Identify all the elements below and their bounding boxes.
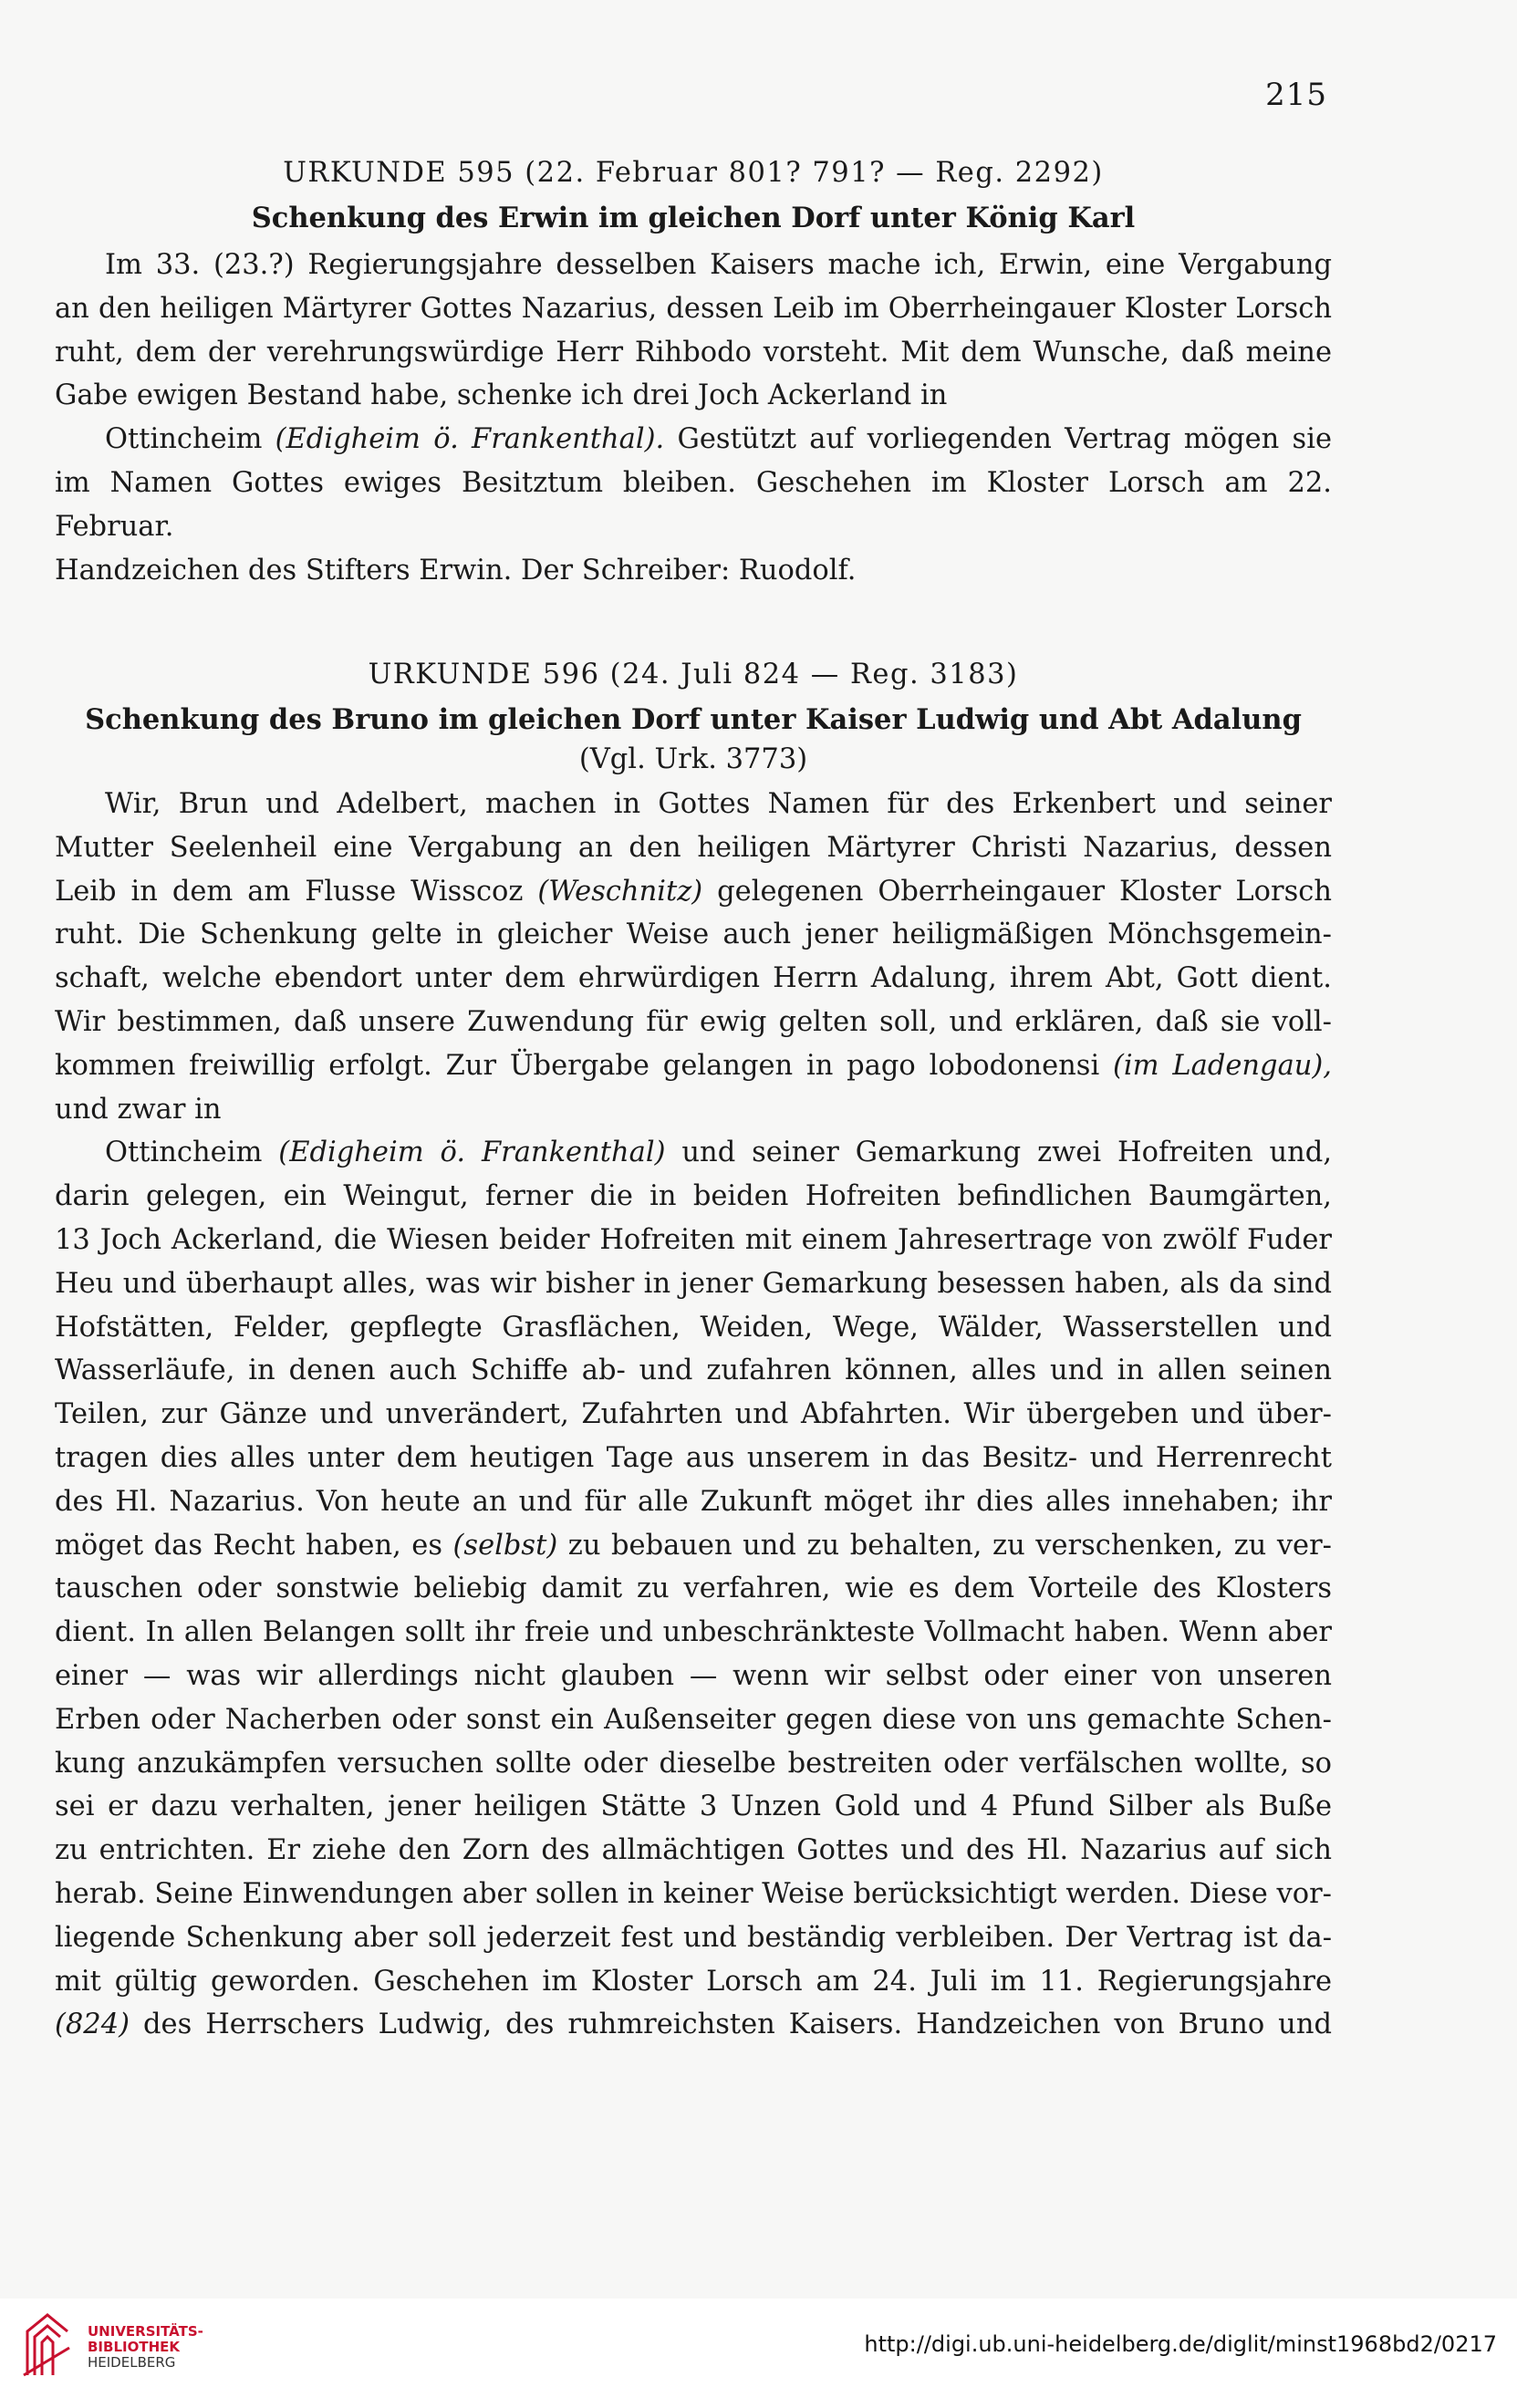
text-line: zu entrichten. Er ziehe den Zorn des allmächtigen Gottes und des Hl. Nazarius auf sich <box>55 1834 1332 1867</box>
text-line: im Namen Gottes ewiges Besitztum bleiben. Geschehen im Kloster Lorsch am 22. Februar. <box>55 466 1332 543</box>
text-line: einer — was wir allerdings nicht glauben — wenn wir selbst oder einer von unseren <box>55 1659 1332 1692</box>
text-line: Heu und überhaupt alles, was wir bisher in jener Gemarkung besessen haben, als da sind <box>55 1267 1332 1300</box>
document-subtitle: Schenkung des Erwin im gleichen Dorf unter König Karl <box>251 202 1136 234</box>
text-line: tragen dies alles unter dem heutigen Tage aus unserem in das Besitz- und Herrenrecht <box>55 1441 1332 1474</box>
source-url-link[interactable]: http://digi.ub.uni-heidelberg.de/diglit/minst1968bd2/0217 <box>864 2331 1497 2357</box>
text-line: liegende Schenkung aber soll jederzeit fest und beständig verbleiben. Der Vertrag ist da- <box>55 1921 1332 1954</box>
text-line: ruht, dem der verehrungswürdige Herr Rihbodo vorsteht. Mit dem Wunsche, daß meine <box>55 336 1332 368</box>
library-footer <box>0 2299 1517 2408</box>
institution-line: HEIDELBERG <box>88 2354 176 2371</box>
text-line: an den heiligen Märtyrer Gottes Nazarius, dessen Leib im Oberrheingauer Kloster Lorsch <box>55 292 1332 325</box>
text-line: möget das Recht haben, es (selbst) zu bebauen und zu behalten, zu verschenken, zu ver- <box>55 1529 1332 1562</box>
text-line: Wir bestimmen, daß unsere Zuwendung für ewig gelten soll, und erklären, daß sie voll- <box>55 1005 1332 1038</box>
document-body <box>55 244 1332 592</box>
text-line: mit gültig geworden. Geschehen im Kloster Lorsch am 24. Juli im 11. Regierungsjahre <box>55 1965 1332 1998</box>
text-line: Gabe ewigen Bestand habe, schenke ich drei Joch Ackerland in <box>55 379 948 412</box>
text-line: tauschen oder sonstwie beliebig damit zu verfahren, wie es dem Vorteile des Klosters <box>55 1572 1332 1605</box>
text-line: Ottincheim (Edigheim ö. Frankenthal) und seiner Gemarkung zwei Hofreiten und, <box>105 1137 1333 1169</box>
text-line: darin gelegen, ein Weingut, ferner die in beiden Hofreiten befindlichen Baumgärten, <box>55 1180 1332 1213</box>
text-line: Ottincheim (Edigheim ö. Frankenthal). Gestützt auf vorliegenden Vertrag mögen sie <box>105 423 1333 456</box>
heidelberg-library-logo-icon <box>20 2311 73 2379</box>
text-line: sei er dazu verhalten, jener heiligen Stätte 3 Unzen Gold und 4 Pfund Silber als Buße <box>55 1790 1332 1823</box>
document-subtitle: Schenkung des Bruno im gleichen Dorf unter Kaiser Ludwig und Abt Adalung <box>85 703 1302 736</box>
text-line: Hofstätten, Felder, gepflegte Grasflächen, Weiden, Wege, Wälder, Wasserstellen und <box>55 1311 1332 1344</box>
document-body <box>55 783 1332 2047</box>
text-line: Wasserläufe, in denen auch Schiffe ab- und zufahren können, alles und in allen seinen <box>55 1354 1332 1387</box>
institution-name <box>88 2324 203 2371</box>
text-line: Wir, Brun und Adelbert, machen in Gottes Namen für des Erkenbert und seiner <box>105 788 1332 820</box>
institution-line: UNIVERSITÄTS- <box>88 2323 203 2340</box>
institution-line: BIBLIOTHEK <box>88 2339 180 2355</box>
text-line: Im 33. (23.?) Regierungsjahre desselben Kaisers mache ich, Erwin, eine Vergabung <box>105 249 1332 281</box>
page-number: 215 <box>1265 77 1327 113</box>
text-line: Handzeichen des Stifters Erwin. Der Schreiber: Ruodolf. <box>55 554 857 586</box>
document-595 <box>55 157 1332 592</box>
text-line: Erben oder Nacherben oder sonst ein Außenseiter gegen diese von uns gemachte Schen- <box>55 1703 1332 1736</box>
text-line: dient. In allen Belangen sollt ihr freie und unbeschränkteste Vollmacht haben. Wenn aber <box>55 1616 1332 1649</box>
text-line: (824) des Herrschers Ludwig, des ruhmreichsten Kaisers. Handzeichen von Bruno und <box>55 2008 1332 2041</box>
text-line: Leib in dem am Flusse Wisscoz (Weschnitz) gelegenen Oberrheingauer Kloster Lorsch <box>55 875 1332 908</box>
text-line: kung anzukämpfen versuchen sollte oder dieselbe bestreiten oder verfälschen wollte, so <box>55 1747 1332 1780</box>
text-line: schaft, welche ebendort unter dem ehrwürdigen Herrn Adalung, ihrem Abt, Gott dient. <box>55 962 1332 995</box>
text-line: des Hl. Nazarius. Von heute an und für alle Zukunft möget ihr dies alles innehaben; ihr <box>55 1485 1332 1518</box>
text-line: Mutter Seelenheil eine Vergabung an den heiligen Märtyrer Christi Nazarius, dessen <box>55 831 1332 864</box>
document-heading: URKUNDE 596 (24. Juli 824 — Reg. 3183) <box>368 659 1019 690</box>
text-line: und zwar in <box>55 1093 222 1126</box>
text-line: kommen freiwillig erfolgt. Zur Übergabe gelangen in pago lobodonensi (im Ladengau), <box>55 1049 1332 1082</box>
text-line: ruht. Die Schenkung gelte in gleicher Weise auch jener heiligmäßigen Mönchsgemein- <box>55 919 1332 951</box>
document-596 <box>55 659 1332 2047</box>
document-reference: (Vgl. Urk. 3773) <box>578 743 808 775</box>
text-line: 13 Joch Ackerland, die Wiesen beider Hofreiten mit einem Jahresertrage von zwölf Fuder <box>55 1223 1332 1256</box>
text-line: Teilen, zur Gänze und unverändert, Zufahrten und Abfahrten. Wir übergeben und über- <box>55 1398 1332 1431</box>
text-line: herab. Seine Einwendungen aber sollen in keiner Weise berücksichtigt werden. Diese vor- <box>55 1877 1332 1910</box>
document-heading: URKUNDE 595 (22. Februar 801? 791? — Reg. 2292) <box>283 157 1104 189</box>
